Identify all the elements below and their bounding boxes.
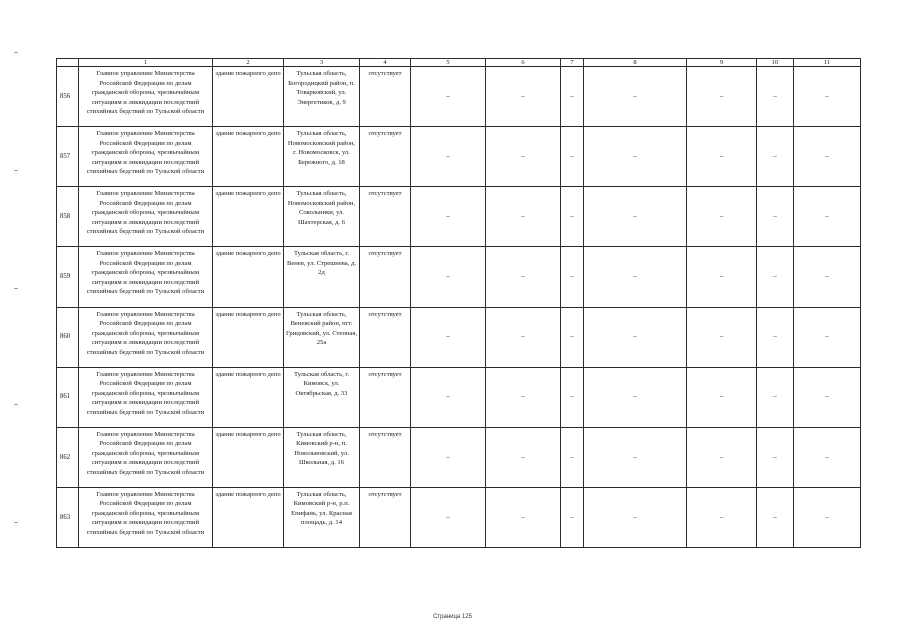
table-row — [57, 187, 861, 247]
property-register-table — [56, 58, 861, 548]
col-11-cell: – — [794, 127, 861, 187]
header-cell: 3 — [284, 59, 360, 67]
col-6-cell: – — [486, 187, 561, 247]
object-type-cell: здание пожарного депо — [213, 487, 284, 547]
object-type-cell: здание пожарного депо — [213, 67, 284, 127]
table-body — [57, 67, 861, 548]
address-cell: Тульская область, Кимовский р-н, п. Новольвовский, ул. Школьная, д. 16 — [284, 427, 360, 487]
cadastral-number-cell: отсутствует — [360, 367, 411, 427]
cadastral-number-cell: отсутствует — [360, 67, 411, 127]
col-7-cell: – — [561, 307, 584, 367]
col-5-cell: – — [411, 187, 486, 247]
scan-mark — [14, 404, 18, 405]
col-5-cell: – — [411, 247, 486, 307]
organization-cell: Главное управление Министерства Российской Федерации по делам гражданской обороны, чрезвычайным ситуациям и ликвидации последствий стихийных бедствий по Тульской области — [79, 127, 213, 187]
organization-cell: Главное управление Министерства Российской Федерации по делам гражданской обороны, чрезвычайным ситуациям и ликвидации последствий стихийных бедствий по Тульской области — [79, 367, 213, 427]
address-cell: Тульская область, Богородицкий район, п. Товарковский, ул. Энергетиков, д. 9 — [284, 67, 360, 127]
cadastral-number-cell: отсутствует — [360, 427, 411, 487]
row-number: 860 — [57, 307, 79, 367]
address-cell: Тульская область, г. Кимовск, ул. Октябрьская, д. 33 — [284, 367, 360, 427]
col-7-cell: – — [561, 487, 584, 547]
cadastral-number-cell: отсутствует — [360, 187, 411, 247]
organization-cell: Главное управление Министерства Российской Федерации по делам гражданской обороны, чрезвычайным ситуациям и ликвидации последствий стихийных бедствий по Тульской области — [79, 67, 213, 127]
col-8-cell: – — [584, 367, 687, 427]
col-9-cell: – — [687, 487, 757, 547]
row-number: 861 — [57, 367, 79, 427]
col-11-cell: – — [794, 367, 861, 427]
col-10-cell: – — [757, 367, 794, 427]
col-7-cell: – — [561, 187, 584, 247]
row-number: 856 — [57, 67, 79, 127]
col-6-cell: – — [486, 307, 561, 367]
organization-cell: Главное управление Министерства Российской Федерации по делам гражданской обороны, чрезвычайным ситуациям и ликвидации последствий стихийных бедствий по Тульской области — [79, 247, 213, 307]
header-cell: 1 — [79, 59, 213, 67]
table-header — [57, 59, 861, 67]
row-number: 857 — [57, 127, 79, 187]
col-8-cell: – — [584, 187, 687, 247]
object-type-cell: здание пожарного депо — [213, 247, 284, 307]
header-cell: 11 — [794, 59, 861, 67]
col-8-cell: – — [584, 487, 687, 547]
col-10-cell: – — [757, 187, 794, 247]
col-8-cell: – — [584, 247, 687, 307]
col-10-cell: – — [757, 247, 794, 307]
col-11-cell: – — [794, 307, 861, 367]
col-10-cell: – — [757, 67, 794, 127]
col-9-cell: – — [687, 427, 757, 487]
col-8-cell: – — [584, 307, 687, 367]
object-type-cell: здание пожарного депо — [213, 187, 284, 247]
header-cell: 5 — [411, 59, 486, 67]
col-8-cell: – — [584, 67, 687, 127]
col-11-cell: – — [794, 247, 861, 307]
address-cell: Тульская область, Веневский район, пгт. Грицовский, ул. Степная, 25а — [284, 307, 360, 367]
table-row — [57, 367, 861, 427]
page-number: Страница 125 — [433, 614, 472, 620]
col-5-cell: – — [411, 127, 486, 187]
col-7-cell: – — [561, 427, 584, 487]
row-number: 858 — [57, 187, 79, 247]
organization-cell: Главное управление Министерства Российской Федерации по делам гражданской обороны, чрезвычайным ситуациям и ликвидации последствий стихийных бедствий по Тульской области — [79, 187, 213, 247]
object-type-cell: здание пожарного депо — [213, 427, 284, 487]
organization-cell: Главное управление Министерства Российской Федерации по делам гражданской обороны, чрезвычайным ситуациям и ликвидации последствий стихийных бедствий по Тульской области — [79, 487, 213, 547]
col-9-cell: – — [687, 307, 757, 367]
col-5-cell: – — [411, 427, 486, 487]
col-5-cell: – — [411, 67, 486, 127]
scan-mark — [14, 52, 18, 53]
organization-cell: Главное управление Министерства Российской Федерации по делам гражданской обороны, чрезвычайным ситуациям и ликвидации последствий стихийных бедствий по Тульской области — [79, 307, 213, 367]
header-cell-blank — [57, 59, 79, 67]
organization-cell: Главное управление Министерства Российской Федерации по делам гражданской обороны, чрезвычайным ситуациям и ликвидации последствий стихийных бедствий по Тульской области — [79, 427, 213, 487]
col-11-cell: – — [794, 67, 861, 127]
table-row — [57, 307, 861, 367]
cadastral-number-cell: отсутствует — [360, 127, 411, 187]
cadastral-number-cell: отсутствует — [360, 247, 411, 307]
address-cell: Тульская область, Новомосковский район, г. Новомосковск, ул. Бережного, д. 18 — [284, 127, 360, 187]
address-cell: Тульская область, г. Венев, ул. Стрешнева, д. 2д — [284, 247, 360, 307]
col-5-cell: – — [411, 367, 486, 427]
col-7-cell: – — [561, 367, 584, 427]
col-6-cell: – — [486, 427, 561, 487]
address-cell: Тульская область, Новомосковский район, Сокольники, ул. Шахтерская, д. 6 — [284, 187, 360, 247]
col-9-cell: – — [687, 367, 757, 427]
col-5-cell: – — [411, 487, 486, 547]
cadastral-number-cell: отсутствует — [360, 307, 411, 367]
header-cell: 2 — [213, 59, 284, 67]
col-11-cell: – — [794, 427, 861, 487]
col-7-cell: – — [561, 67, 584, 127]
table-row — [57, 127, 861, 187]
header-cell: 6 — [486, 59, 561, 67]
col-6-cell: – — [486, 127, 561, 187]
scan-mark — [14, 170, 18, 171]
col-8-cell: – — [584, 127, 687, 187]
col-7-cell: – — [561, 127, 584, 187]
header-cell: 9 — [687, 59, 757, 67]
header-cell: 7 — [561, 59, 584, 67]
col-5-cell: – — [411, 307, 486, 367]
col-6-cell: – — [486, 367, 561, 427]
table-row — [57, 427, 861, 487]
table-row — [57, 247, 861, 307]
object-type-cell: здание пожарного депо — [213, 127, 284, 187]
col-10-cell: – — [757, 127, 794, 187]
scan-mark — [14, 288, 18, 289]
header-cell: 10 — [757, 59, 794, 67]
row-number: 859 — [57, 247, 79, 307]
col-9-cell: – — [687, 67, 757, 127]
col-6-cell: – — [486, 67, 561, 127]
object-type-cell: здание пожарного депо — [213, 307, 284, 367]
col-8-cell: – — [584, 427, 687, 487]
header-cell: 8 — [584, 59, 687, 67]
row-number: 862 — [57, 427, 79, 487]
col-9-cell: – — [687, 187, 757, 247]
object-type-cell: здание пожарного депо — [213, 367, 284, 427]
col-9-cell: – — [687, 127, 757, 187]
cadastral-number-cell: отсутствует — [360, 487, 411, 547]
scan-mark — [14, 522, 18, 523]
col-10-cell: – — [757, 427, 794, 487]
col-11-cell: – — [794, 187, 861, 247]
col-10-cell: – — [757, 307, 794, 367]
header-cell: 4 — [360, 59, 411, 67]
table-row — [57, 67, 861, 127]
col-6-cell: – — [486, 487, 561, 547]
table-row — [57, 487, 861, 547]
col-11-cell: – — [794, 487, 861, 547]
col-6-cell: – — [486, 247, 561, 307]
col-10-cell: – — [757, 487, 794, 547]
col-7-cell: – — [561, 247, 584, 307]
col-9-cell: – — [687, 247, 757, 307]
address-cell: Тульская область, Кимовский р-н, р.п. Епифань, ул. Красная площадь, д. 14 — [284, 487, 360, 547]
row-number: 863 — [57, 487, 79, 547]
